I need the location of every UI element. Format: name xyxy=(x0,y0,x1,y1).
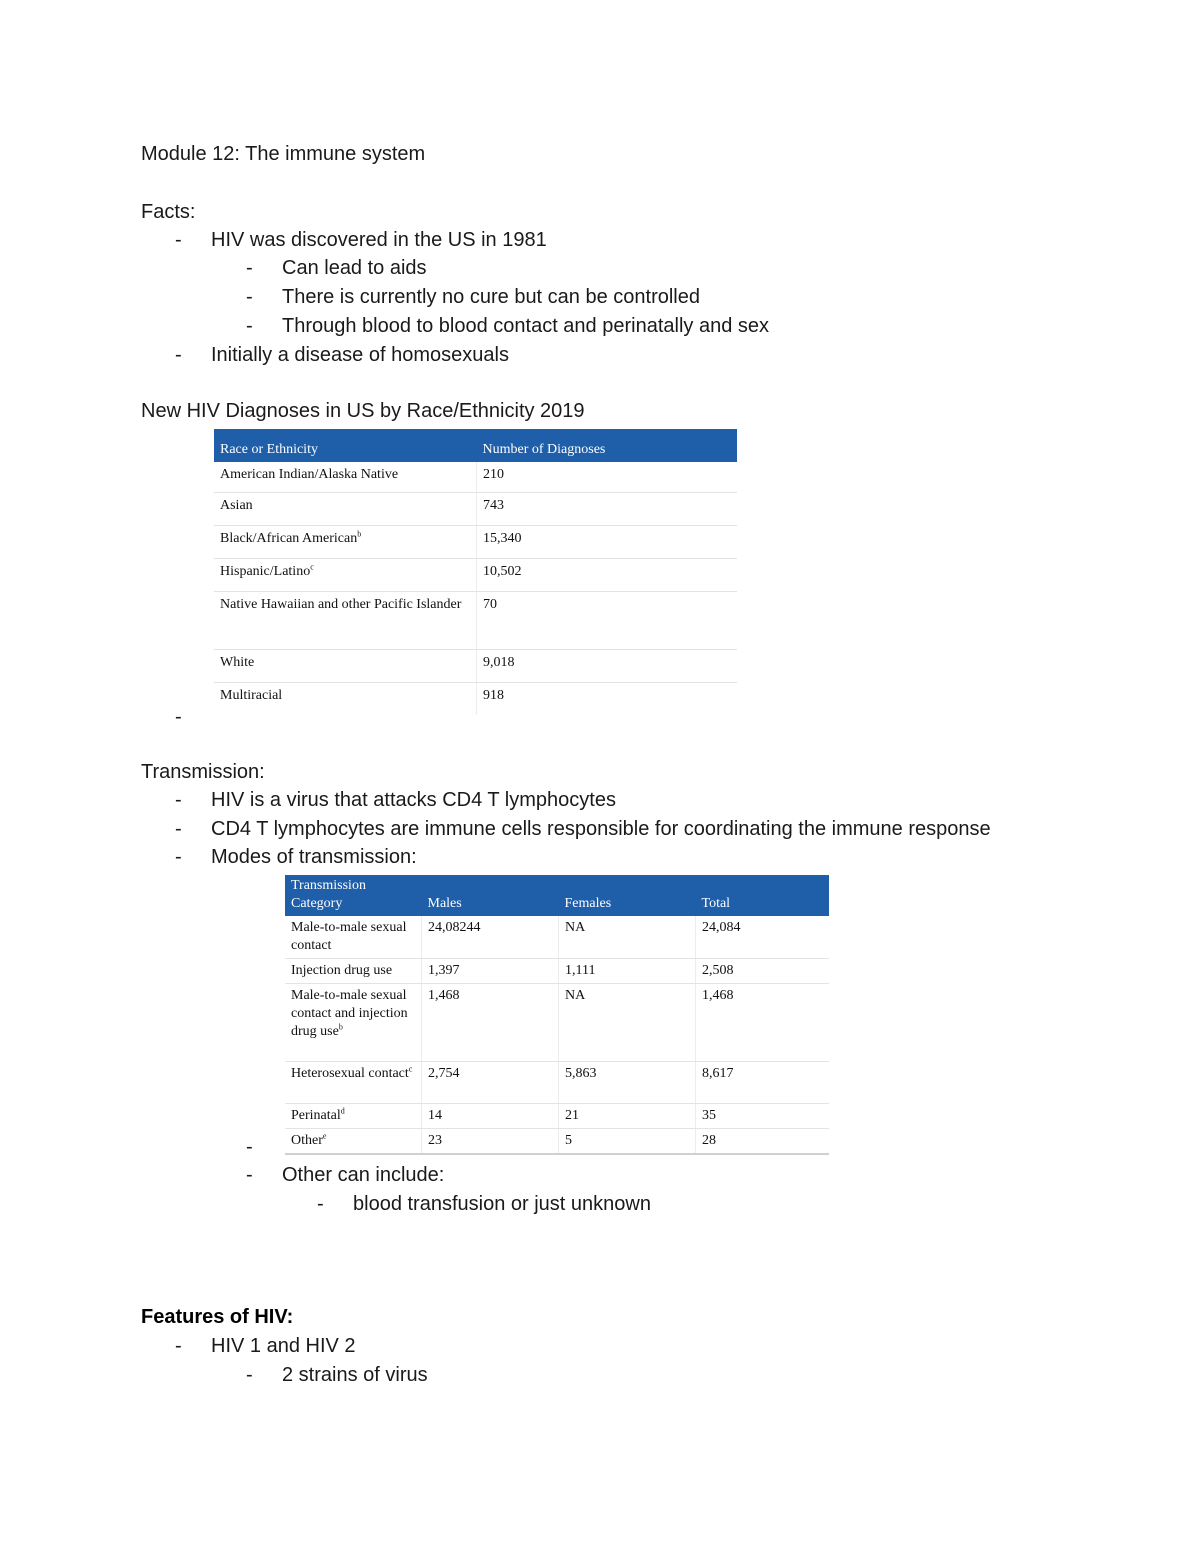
bullet-dash: - xyxy=(175,1335,182,1357)
footnote-marker: b xyxy=(357,528,362,538)
table-cell: 14 xyxy=(422,1104,559,1129)
bullet-dash: - xyxy=(246,257,253,279)
table-cell: 2,508 xyxy=(696,959,830,984)
table-cell: Male-to-male sexual contact xyxy=(285,916,422,959)
table-cell: 8,617 xyxy=(696,1062,830,1104)
bullet-dash: - xyxy=(175,229,182,251)
fact-item: HIV was discovered in the US in 1981 xyxy=(211,229,547,251)
table-header-row xyxy=(214,429,737,462)
table-cell: 24,08244 xyxy=(422,916,559,959)
table-header: Total xyxy=(696,875,830,916)
race-section-heading: New HIV Diagnoses in US by Race/Ethnicity 2019 xyxy=(141,400,585,422)
features-item: HIV 1 and HIV 2 xyxy=(211,1335,356,1357)
table-cell: 70 xyxy=(477,591,738,649)
table-cell: American Indian/Alaska Native xyxy=(214,462,477,492)
page-title: Module 12: The immune system xyxy=(141,143,426,165)
footnote-marker: b xyxy=(338,1022,343,1032)
table-cell: 15,340 xyxy=(477,525,738,558)
table-row xyxy=(285,916,829,959)
table-cell: NA xyxy=(559,916,696,959)
bullet-dash: - xyxy=(317,1193,324,1215)
bullet-dash: - xyxy=(246,1364,253,1386)
transmission-other-detail: blood transfusion or just unknown xyxy=(353,1193,651,1215)
footnote-marker: c xyxy=(310,561,314,571)
bullet-dash: - xyxy=(175,818,182,840)
facts-heading: Facts: xyxy=(141,201,196,223)
transmission-item: Modes of transmission: xyxy=(211,846,417,868)
table-row xyxy=(214,492,737,525)
transmission-table xyxy=(285,875,829,1155)
table-cell: White xyxy=(214,649,477,682)
table-row xyxy=(214,682,737,715)
table-cell: 743 xyxy=(477,492,738,525)
table-cell: 5 xyxy=(559,1129,696,1155)
table-row xyxy=(214,558,737,591)
table-cell: 918 xyxy=(477,682,738,715)
bullet-dash: - xyxy=(246,1164,253,1186)
table-row xyxy=(214,525,737,558)
features-subitem: 2 strains of virus xyxy=(282,1364,428,1386)
fact-item: Initially a disease of homosexuals xyxy=(211,344,509,366)
table-cell: 1,397 xyxy=(422,959,559,984)
table-row xyxy=(214,649,737,682)
table-row xyxy=(285,959,829,984)
table-cell: Hispanic/Latino$^c$ xyxy=(214,558,477,591)
table-header: Females xyxy=(559,875,696,916)
table-header: Number of Diagnoses xyxy=(477,429,738,462)
bullet-dash: - xyxy=(175,846,182,868)
table-cell: Asian xyxy=(214,492,477,525)
table-cell: 210 xyxy=(477,462,738,492)
table-row xyxy=(285,984,829,1062)
table-cell: 2,754 xyxy=(422,1062,559,1104)
bullet-dash: - xyxy=(175,344,182,366)
table-header: Race or Ethnicity xyxy=(214,429,477,462)
table-cell: 9,018 xyxy=(477,649,738,682)
fact-subitem: There is currently no cure but can be controlled xyxy=(282,286,700,308)
table-cell: 1,111 xyxy=(559,959,696,984)
footnote-marker: e xyxy=(322,1131,327,1141)
table-cell: NA xyxy=(559,984,696,1062)
transmission-item: HIV is a virus that attacks CD4 T lymphocytes xyxy=(211,789,616,811)
table-cell: 28 xyxy=(696,1129,830,1155)
transmission-heading: Transmission: xyxy=(141,761,265,783)
table-cell: Injection drug use xyxy=(285,959,422,984)
footnote-marker: c xyxy=(408,1064,413,1074)
table-cell: 1,468 xyxy=(696,984,830,1062)
table-header: Males xyxy=(422,875,559,916)
table-header-row xyxy=(285,875,829,916)
table-cell: 35 xyxy=(696,1104,830,1129)
table-cell: Perinatal$^d$ xyxy=(285,1104,422,1129)
table-cell: Heterosexual contact$^c$ xyxy=(285,1062,422,1104)
table-cell: Native Hawaiian and other Pacific Islander xyxy=(214,591,477,649)
table-cell: 21 xyxy=(559,1104,696,1129)
table-cell: Other$^e$ xyxy=(291,1131,327,1148)
table-cell: 23 xyxy=(422,1129,559,1155)
features-heading: Features of HIV: xyxy=(141,1306,294,1328)
table-row xyxy=(285,1104,829,1129)
transmission-item: CD4 T lymphocytes are immune cells responsible for coordinating the immune response xyxy=(211,818,991,840)
table-cell: 10,502 xyxy=(477,558,738,591)
table-cell: Multiracial xyxy=(220,687,283,703)
table-cell: 24,084 xyxy=(696,916,830,959)
table-row xyxy=(285,1062,829,1104)
fact-subitem: Can lead to aids xyxy=(282,257,427,279)
bullet-dash: - xyxy=(246,286,253,308)
table-row xyxy=(214,591,737,649)
footnote-marker: d xyxy=(340,1106,345,1116)
transmission-other-label: Other can include: xyxy=(282,1164,445,1186)
fact-subitem: Through blood to blood contact and perinatally and sex xyxy=(282,315,770,337)
table-cell: 1,468 xyxy=(422,984,559,1062)
bullet-dash: - xyxy=(246,1136,253,1158)
table-header: Transmission Category xyxy=(285,875,422,916)
bullet-dash: - xyxy=(246,315,253,337)
table-cell: Male-to-male sexual contact and injection drug use$^b$ xyxy=(285,984,422,1062)
table-row xyxy=(214,462,737,492)
race-diagnoses-table xyxy=(214,429,737,715)
table-cell: Black/African American$^b$ xyxy=(214,525,477,558)
bullet-dash: - xyxy=(175,789,182,811)
bullet-dash: - xyxy=(175,706,182,728)
table-row xyxy=(285,1129,829,1155)
table-cell: 5,863 xyxy=(559,1062,696,1104)
